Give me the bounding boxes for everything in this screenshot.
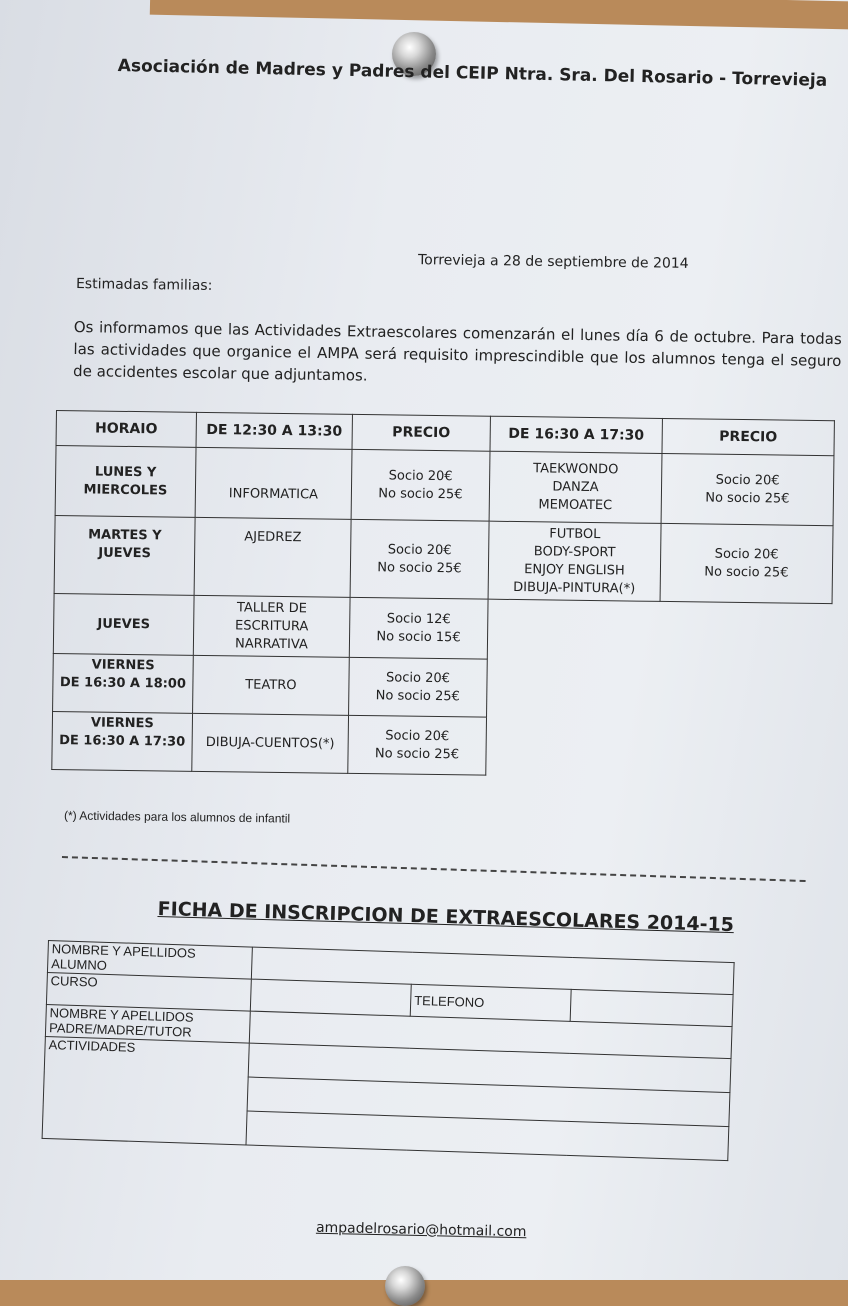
table-row xyxy=(53,653,832,721)
day-cell: JUEVES xyxy=(53,593,194,655)
activities-schedule-table xyxy=(51,410,835,780)
table-row xyxy=(53,593,832,663)
day-cell: LUNES Y MIERCOLES xyxy=(55,446,196,518)
price-cell: Socio 20€ No socio 25€ xyxy=(661,453,834,525)
registration-form-table xyxy=(42,940,735,1161)
activity-cell: TALLER DE ESCRITURA NARRATIVA xyxy=(193,595,350,657)
activity-cell: AJEDREZ xyxy=(194,517,351,597)
table-row xyxy=(55,446,834,526)
empty-cell xyxy=(487,659,832,721)
activity-cell: DIBUJA-CUENTOS(*) xyxy=(192,713,349,773)
header-slot-morning: DE 12:30 A 13:30 xyxy=(196,412,352,449)
header-price-morning: PRECIO xyxy=(352,414,490,451)
header-horario: HORAIO xyxy=(56,411,196,448)
field-telefono[interactable] xyxy=(570,989,733,1026)
price-cell: Socio 12€ No socio 15€ xyxy=(349,597,488,659)
day-cell: VIERNES DE 16:30 A 18:00 xyxy=(53,653,194,713)
label-tutor: NOMBRE Y APELLIDOS PADRE/MADRE/TUTOR xyxy=(45,1004,250,1043)
footnote: (*) Actividades para los alumnos de infantil xyxy=(63,808,291,826)
price-cell: Socio 20€ No socio 25€ xyxy=(660,523,833,603)
activity-cell: INFORMATICA xyxy=(195,447,352,519)
contact-email-link[interactable]: ampadelrosario@hotmail.com xyxy=(315,1219,527,1241)
label-curso: CURSO xyxy=(46,972,251,1011)
empty-cell xyxy=(487,599,832,663)
price-cell: Socio 20€ No socio 25€ xyxy=(350,519,489,599)
header-price-afternoon: PRECIO xyxy=(662,418,834,455)
activity-cell: TEATRO xyxy=(193,655,350,715)
push-pin-icon xyxy=(385,1266,425,1306)
table-row xyxy=(54,515,833,603)
association-title: Asociación de Madres y Padres del CEIP Ntra. Sra. Del Rosario - Torrevieja xyxy=(117,56,828,91)
activity-cell: FUTBOL BODY-SPORT ENJOY ENGLISH DIBUJA-PINTURA(*) xyxy=(488,521,661,601)
header-slot-afternoon: DE 16:30 A 17:30 xyxy=(490,416,662,453)
letter-greeting: Estimadas familias: xyxy=(75,276,213,294)
table-row xyxy=(52,711,831,779)
letter-date: Torrevieja a 28 de septiembre de 2014 xyxy=(417,252,689,272)
day-cell: MARTES Y JUEVES xyxy=(54,515,195,595)
form-title: FICHA DE INSCRIPCION DE EXTRAESCOLARES 2014-15 xyxy=(157,898,735,937)
empty-cell xyxy=(486,717,831,779)
day-cell: VIERNES DE 16:30 A 17:30 xyxy=(52,711,193,771)
price-cell: Socio 20€ No socio 25€ xyxy=(348,715,487,775)
label-actividades: ACTIVIDADES xyxy=(42,1036,249,1145)
letter-intro: Os informamos que las Actividades Extraescolares comenzarán el lunes día 6 de octubre. Para todas las actividades que organice el AMPA será requisito imprescindible que los alumnos tenga el seguro de accidentes escolar que adjuntamos. xyxy=(72,317,842,385)
price-cell: Socio 20€ No socio 25€ xyxy=(351,449,490,521)
field-curso[interactable] xyxy=(250,979,411,1016)
price-cell: Socio 20€ No socio 25€ xyxy=(349,657,488,717)
activity-cell: TAEKWONDO DANZA MEMOATEC xyxy=(489,451,662,523)
label-telefono: TELEFONO xyxy=(410,984,571,1021)
label-alumno: NOMBRE Y APELLIDOS ALUMNO xyxy=(47,941,252,980)
